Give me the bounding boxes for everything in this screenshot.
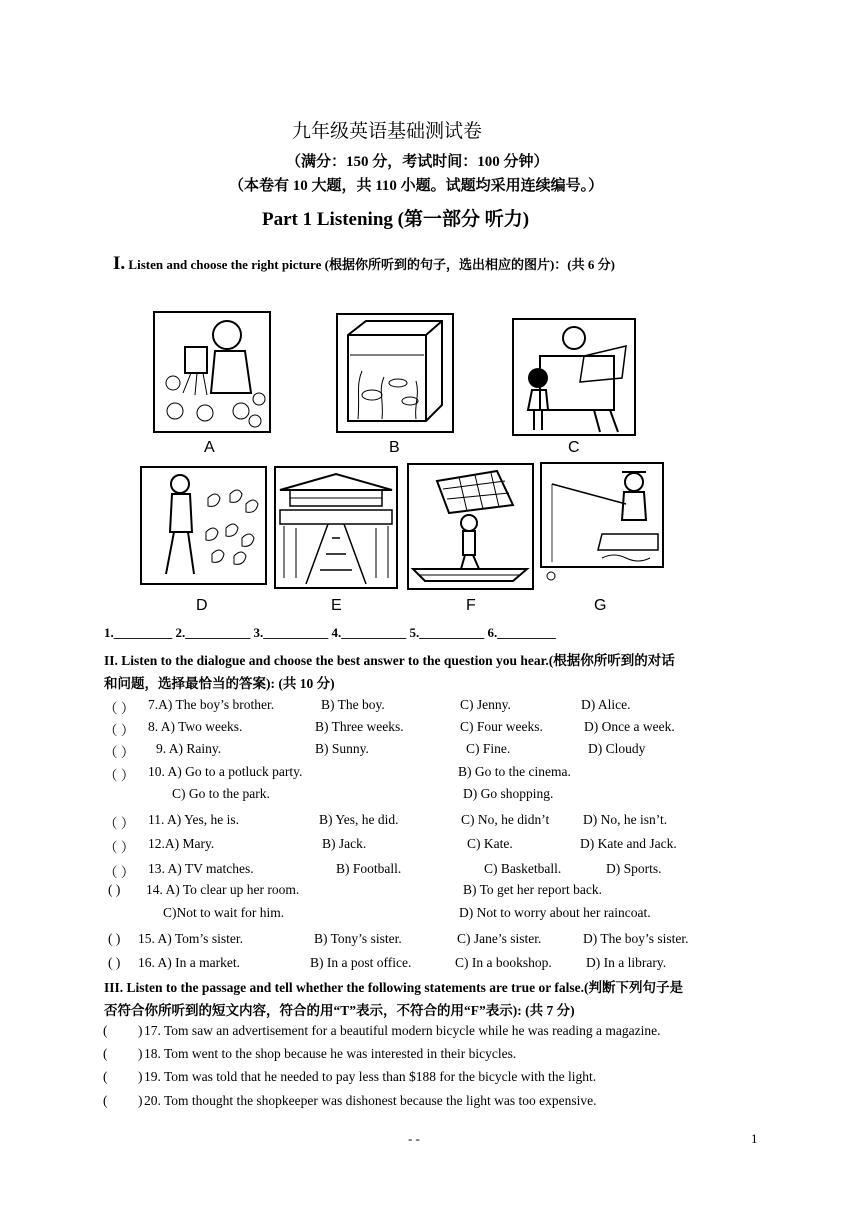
- option-b: B) The boy.: [321, 697, 385, 712]
- option-c: C) Jane’s sister.: [457, 931, 542, 946]
- answer-paren[interactable]: ( ): [108, 882, 121, 897]
- structure-note: （本卷有 10 大题，共 110 小题。试题均采用连续编号。）: [229, 178, 604, 194]
- section-3-heading-line2: 否符合你所听到的短文内容，符合的用“T”表示，不符合的用“F”表示): (共 7 分): [104, 1003, 575, 1018]
- option-a: 8. A) Two weeks.: [148, 719, 243, 734]
- option-c: C) No, he didn’t: [461, 812, 550, 827]
- option-d: D) Alice.: [581, 697, 631, 712]
- picture-label: E: [331, 597, 342, 614]
- option-d: D) The boy’s sister.: [583, 931, 689, 946]
- answer-paren[interactable]: （ ）: [104, 745, 135, 760]
- fishing-float-icon: [544, 571, 558, 581]
- option-c: C) Jenny.: [460, 697, 511, 712]
- option-a: 15. A) Tom’s sister.: [138, 931, 243, 946]
- tf-statement: 18. Tom went to the shop because he was interested in their bicycles.: [144, 1046, 517, 1061]
- section-1-heading: [113, 253, 615, 275]
- tf-close-paren: ): [138, 1046, 143, 1061]
- answer-paren[interactable]: （ ）: [104, 865, 135, 880]
- option-a: 14. A) To clear up her room.: [146, 882, 300, 897]
- option-c: C) Go to the park.: [172, 786, 270, 801]
- answer-paren[interactable]: （ ）: [104, 723, 135, 738]
- answer-blanks: 1._________ 2.__________ 3.__________ 4.__________ 5.__________ 6._________: [104, 625, 556, 640]
- picture-label: G: [594, 597, 607, 614]
- option-b: B) Three weeks.: [315, 719, 404, 734]
- part-heading: Part 1 Listening (第一部分 听力): [262, 209, 530, 230]
- answer-paren[interactable]: （ ）: [104, 701, 135, 716]
- option-b: B) Football.: [336, 861, 402, 876]
- option-d: D) Sports.: [606, 861, 662, 876]
- picture-label: C: [568, 439, 580, 456]
- tf-statement: 20. Tom thought the shopkeeper was dishonest because the light was too expensive.: [144, 1093, 597, 1108]
- boy-carrying-net-boat-picture: [407, 463, 534, 590]
- option-b: B) To get her report back.: [463, 882, 603, 897]
- option-c: C) Four weeks.: [460, 719, 543, 734]
- section-1-text: Listen and choose the right picture (根据你所听到的句子，选出相应的图片)：(共 6 分): [125, 257, 615, 272]
- option-c: C) Kate.: [467, 836, 513, 851]
- palace-gate-icon: [276, 468, 396, 587]
- option-d: D) In a library.: [586, 955, 667, 970]
- option-c: C)Not to wait for him.: [163, 905, 285, 920]
- option-b: B) Tony’s sister.: [314, 931, 402, 946]
- option-d: D) Cloudy: [588, 741, 646, 756]
- option-d: D) Kate and Jack.: [580, 836, 677, 851]
- section-2-heading-line2: 和问题，选择最恰当的答案): (共 10 分): [104, 676, 335, 691]
- page-number: 1: [751, 1131, 758, 1146]
- option-a: 16. A) In a market.: [138, 955, 240, 970]
- man-feeding-ducks-picture: [140, 466, 267, 585]
- fish-tank-picture: [336, 313, 454, 433]
- child-watering-flowers-picture: [153, 311, 271, 433]
- option-a: 9. A) Rainy.: [156, 741, 222, 756]
- answer-paren[interactable]: ( ): [108, 931, 121, 946]
- option-d: D) No, he isn’t.: [583, 812, 668, 827]
- man-feeding-ducks-icon: [142, 468, 265, 583]
- option-a: 7.A) The boy’s brother.: [148, 697, 275, 712]
- child-watering-flowers-icon: [155, 313, 269, 431]
- fish-tank-icon: [338, 315, 452, 431]
- boy-carrying-net-boat-icon: [409, 465, 532, 588]
- man-fishing-picture: [540, 462, 664, 568]
- option-a: 10. A) Go to a potluck party.: [148, 764, 303, 779]
- man-reading-to-girl-picture: [512, 318, 636, 436]
- option-b: B) Go to the cinema.: [458, 764, 571, 779]
- picture-label: A: [204, 439, 215, 456]
- section-2-heading-line1: II. Listen to the dialogue and choose the best answer to the question you hear.(根据你所听到的对话: [104, 653, 675, 668]
- answer-paren[interactable]: ( ): [108, 955, 121, 970]
- option-b: B) Sunny.: [315, 741, 369, 756]
- option-d: D) Go shopping.: [463, 786, 554, 801]
- answer-paren[interactable]: （ ）: [104, 840, 135, 855]
- picture-label: B: [389, 439, 400, 456]
- tf-close-paren: ): [138, 1069, 143, 1084]
- option-a: 11. A) Yes, he is.: [148, 812, 240, 827]
- tf-close-paren: ): [138, 1093, 143, 1108]
- option-d: D) Once a week.: [584, 719, 675, 734]
- palace-gate-picture: [274, 466, 398, 589]
- score-time-note: （满分：150 分，考试时间：100 分钟）: [286, 154, 549, 170]
- tf-close-paren: ): [138, 1023, 143, 1038]
- fishing-float-picture: [544, 568, 558, 578]
- picture-label: D: [196, 597, 208, 614]
- footer-center: - -: [408, 1131, 420, 1146]
- man-reading-to-girl-icon: [514, 320, 634, 434]
- section-3-heading-line1: III. Listen to the passage and tell whether the following statements are true or false.(判断下列句子是: [104, 980, 683, 995]
- option-c: C) Fine.: [466, 741, 511, 756]
- tf-open-paren[interactable]: (: [103, 1069, 108, 1084]
- option-a: 12.A) Mary.: [148, 836, 215, 851]
- tf-open-paren[interactable]: (: [103, 1093, 108, 1108]
- section-1-numeral: I.: [113, 253, 126, 274]
- man-fishing-icon: [542, 464, 662, 566]
- tf-statement: 17. Tom saw an advertisement for a beautiful modern bicycle while he was reading a magazine.: [144, 1023, 661, 1038]
- tf-open-paren[interactable]: (: [103, 1023, 108, 1038]
- option-c: C) In a bookshop.: [455, 955, 552, 970]
- tf-statement: 19. Tom was told that he needed to pay less than $188 for the bicycle with the light.: [144, 1069, 597, 1084]
- option-b: B) Yes, he did.: [319, 812, 399, 827]
- option-d: D) Not to worry about her raincoat.: [459, 905, 651, 920]
- picture-label: F: [466, 597, 476, 614]
- page-title: 九年级英语基础测试卷: [292, 121, 483, 142]
- tf-open-paren[interactable]: (: [103, 1046, 108, 1061]
- answer-paren[interactable]: （ ）: [104, 816, 135, 831]
- option-a: 13. A) TV matches.: [148, 861, 254, 876]
- option-c: C) Basketball.: [484, 861, 562, 876]
- option-b: B) In a post office.: [310, 955, 412, 970]
- answer-paren[interactable]: （ ）: [104, 768, 135, 783]
- option-b: B) Jack.: [322, 836, 367, 851]
